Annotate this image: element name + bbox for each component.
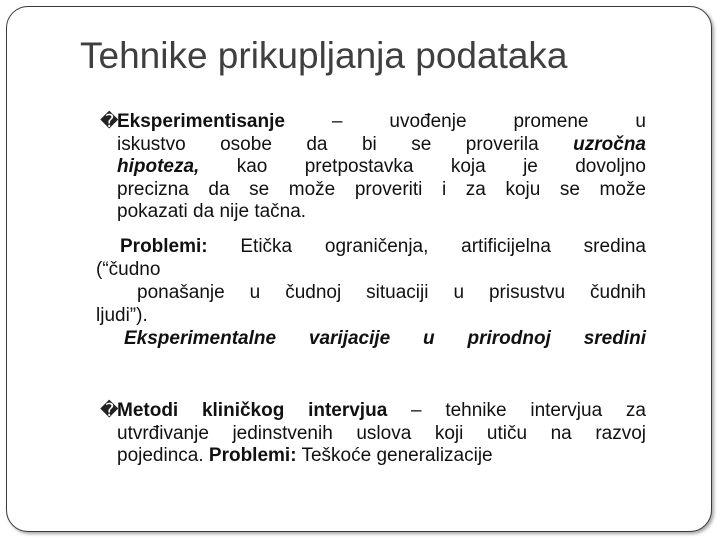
bullet-eksperimentisanje xyxy=(117,111,646,224)
bullet1-l2-emph: uzročna xyxy=(573,133,646,155)
problems-1-label: Problemi: xyxy=(120,236,208,257)
bullet1-line-4: precizna da se može proveriti i za koju se može xyxy=(117,178,646,200)
bullet2-problems-text: Teškoće generalizacije xyxy=(296,445,493,466)
slide-title: Tehnike prikupljanja podataka xyxy=(80,35,568,76)
problems-1-text: Etička ograničenja, artificijelna sredina xyxy=(207,236,646,257)
bullet1-l2-text: iskustvo osobe da bi se proverila xyxy=(117,133,574,155)
bullet2-line-2: utvrđivanje jedinstvenih uslova koji utiču na razvoj xyxy=(117,422,646,444)
bullet1-line-2 xyxy=(117,134,646,157)
problems-1-l5-text: Eksperimentalne varijacije u prirodnoj sredini xyxy=(124,328,646,349)
problems-1-line-3 xyxy=(137,282,646,305)
bullet1-dash: – xyxy=(284,111,390,132)
bullet1-l1-text: uvođenje promene u xyxy=(389,111,646,132)
bullet2-line-1 xyxy=(117,400,646,423)
problems-1-line-2: (“čudno xyxy=(96,259,161,280)
bullet2-term: Metodi kliničkog intervjua xyxy=(117,400,388,421)
bullet1-line-5: pokazati da nije tačna. xyxy=(117,201,307,222)
problems-1-line-1 xyxy=(120,236,646,259)
problems-1-line-5 xyxy=(124,328,646,351)
bullet1-line-1 xyxy=(117,111,646,134)
bullet1-line-3 xyxy=(117,156,646,179)
bullet2-l3-text: pojedinca. xyxy=(117,445,209,466)
bullet2-problems-label: Problemi: xyxy=(208,445,297,466)
bullet2-line-3 xyxy=(117,445,646,468)
bullet2-l1-text: – tehnike intervjua za xyxy=(387,400,646,421)
problems-1-line-4: ljudi”). xyxy=(96,305,148,326)
bullet-glyph-2: � xyxy=(100,400,119,420)
bullet-glyph-1: � xyxy=(100,111,119,131)
bullet1-l3-text: kao pretpostavka koja je dovoljno xyxy=(199,156,646,177)
problems-1-l3-text: ponašanje u čudnoj situaciji u prisustvu čudnih xyxy=(137,282,646,303)
bullet1-l3-emph: hipoteza, xyxy=(117,156,200,177)
bullet-metodi-klinickog-intervjua xyxy=(117,400,646,468)
bullet1-term: Eksperimentisanje xyxy=(117,111,285,132)
